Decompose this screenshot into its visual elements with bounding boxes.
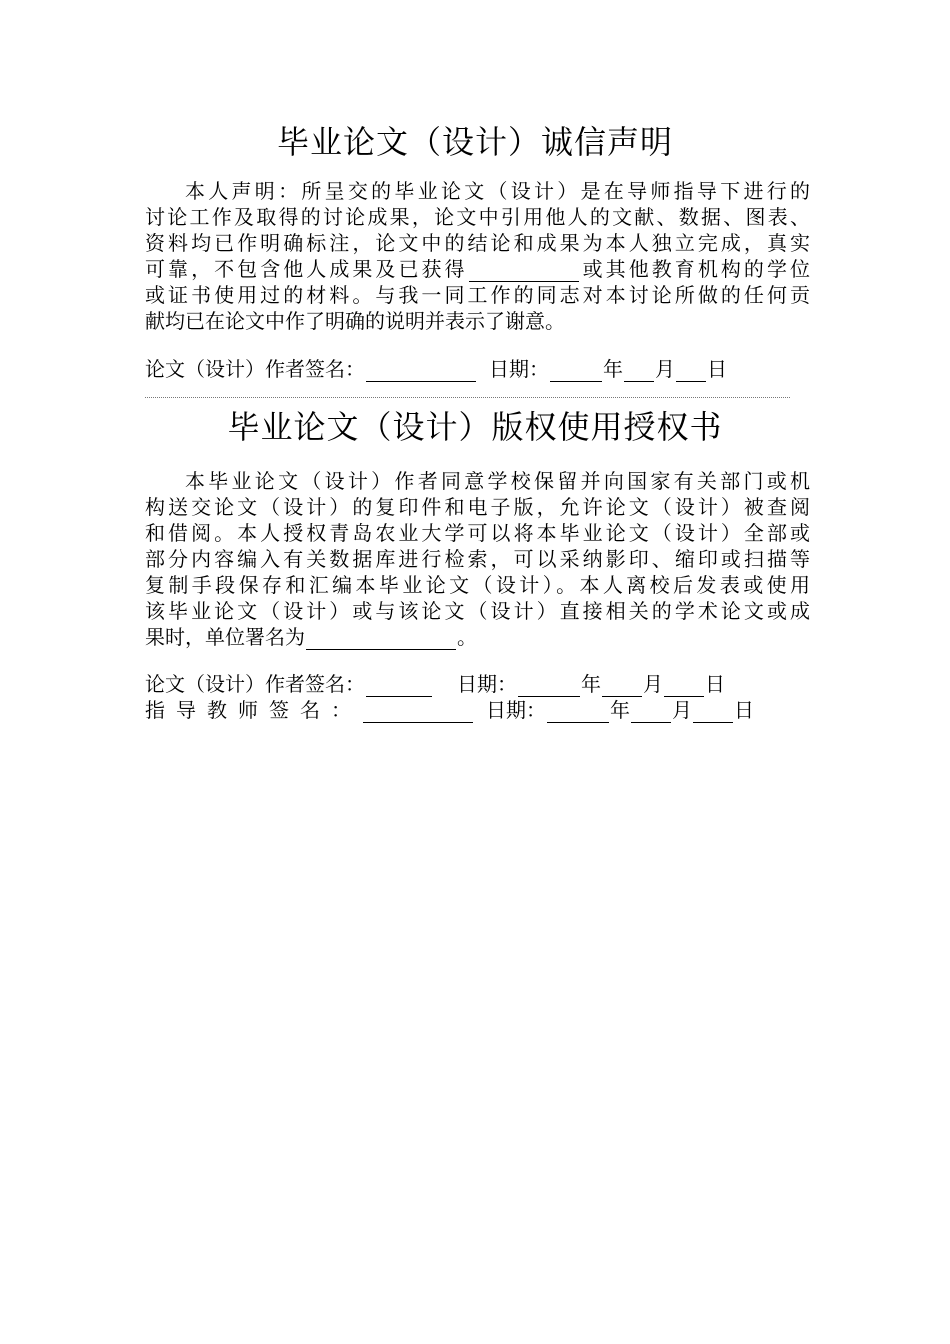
unit-signature-blank[interactable] — [306, 629, 456, 650]
month-blank[interactable] — [602, 676, 642, 697]
integrity-line-4-end: 或其他教育机构的学位 — [579, 257, 811, 281]
degree-blank[interactable] — [469, 261, 579, 282]
copyright-authorization-title: 毕业论文（设计）版权使用授权书 — [227, 408, 723, 446]
integrity-line-4-start: 可靠，不包含他人成果及已获得 — [145, 257, 468, 281]
copyright-advisor-signature-row — [145, 697, 754, 723]
year-label: 年 — [581, 672, 601, 696]
section-divider — [145, 397, 790, 398]
year-label: 年 — [610, 698, 630, 722]
copyright-line-6: 该毕业论文（设计）或与该论文（设计）直接相关的学术论文或成 — [145, 599, 810, 623]
author-signature-blank[interactable] — [366, 361, 476, 382]
author-signature-label: 论文（设计）作者签名： — [145, 357, 365, 381]
copyright-line-1: 本毕业论文（设计）作者同意学校保留并向国家有关部门或机 — [185, 469, 810, 493]
integrity-statement-body — [145, 178, 810, 334]
author-signature-label: 论文（设计）作者签名： — [145, 672, 365, 696]
advisor-signature-label: 指导教师签名： — [145, 698, 362, 722]
copyright-line-5: 复制手段保存和汇编本毕业论文（设计）。本人离校后发表或使用 — [145, 573, 810, 597]
day-blank[interactable] — [693, 702, 733, 723]
day-blank[interactable] — [676, 361, 706, 382]
day-blank[interactable] — [664, 676, 704, 697]
copyright-line-7-start: 果时，单位署名为 — [145, 625, 305, 649]
author-signature-blank[interactable] — [366, 676, 432, 697]
integrity-line-5: 或证书使用过的材料。与我一同工作的同志对本讨论所做的任何贡 — [145, 283, 810, 307]
copyright-author-signature-row — [145, 671, 725, 697]
year-blank[interactable] — [518, 676, 580, 697]
year-label: 年 — [603, 357, 623, 381]
month-blank[interactable] — [631, 702, 671, 723]
integrity-signature-row — [145, 356, 727, 382]
advisor-signature-blank[interactable] — [363, 702, 473, 723]
integrity-line-6: 献均已在论文中作了明确的说明并表示了谢意。 — [145, 309, 565, 333]
date-label: 日期： — [489, 357, 549, 381]
integrity-line-1: 本人声明：所呈交的毕业论文（设计）是在导师指导下进行的 — [185, 179, 810, 203]
copyright-line-2: 构送交论文（设计）的复印件和电子版，允许论文（设计）被查阅 — [145, 495, 810, 519]
integrity-line-4 — [145, 256, 810, 282]
day-label: 日 — [707, 357, 727, 381]
month-label: 月 — [655, 357, 675, 381]
day-label: 日 — [734, 698, 754, 722]
year-blank[interactable] — [550, 361, 602, 382]
copyright-line-4: 部分内容编入有关数据库进行检索，可以采纳影印、缩印或扫描等 — [145, 547, 810, 571]
copyright-line-7 — [145, 624, 810, 650]
day-label: 日 — [705, 672, 725, 696]
month-blank[interactable] — [624, 361, 654, 382]
year-blank[interactable] — [547, 702, 609, 723]
copyright-line-3: 和借阅。本人授权青岛农业大学可以将本毕业论文（设计）全部或 — [145, 521, 810, 545]
month-label: 月 — [643, 672, 663, 696]
integrity-statement-title: 毕业论文（设计）诚信声明 — [276, 123, 673, 161]
integrity-line-2: 讨论工作及取得的讨论成果，论文中引用他人的文献、数据、图表、 — [145, 205, 810, 229]
copyright-authorization-body — [145, 468, 810, 650]
date-label: 日期： — [486, 698, 546, 722]
date-label: 日期： — [457, 672, 517, 696]
copyright-line-7-end: 。 — [457, 625, 477, 649]
month-label: 月 — [672, 698, 692, 722]
integrity-line-3: 资料均已作明确标注，论文中的结论和成果为本人独立完成，真实 — [145, 231, 810, 255]
